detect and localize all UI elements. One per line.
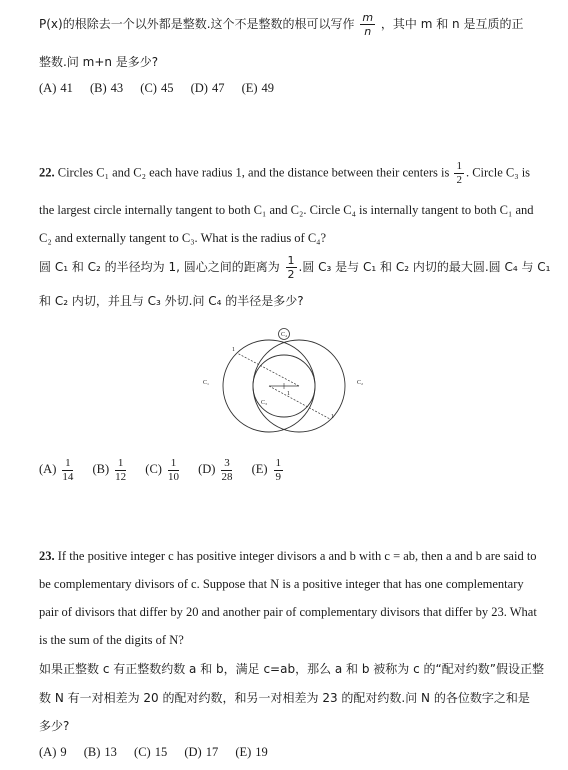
label-one-a: 1 (232, 347, 235, 353)
q22-cn-line1: 圆 C₁ 和 C₂ 的半径均为 1, 圆心之间的距离为 $\frac{1}{2}$ .圆 C₃ 是与 C₁ 和 C₂ 内切的最大圆.圆 C₄ 与 C₁ (39, 254, 551, 281)
q22-choice-a[interactable]: (A) $\frac{1}{14}$ (39, 457, 74, 483)
radius-c2-dashed (237, 353, 299, 386)
q23-number: 23. (39, 549, 55, 563)
q23-choice-c[interactable]: (C) 15 (134, 745, 168, 759)
q23-line3: pair of divisors that differ by 20 and another pair of complementary divisors that differ by 23. What (39, 605, 537, 619)
q21-line2: 整数.问 m+n 是多少? (39, 55, 159, 69)
label-c4: C₄ (281, 332, 288, 338)
q22-line1 (39, 161, 530, 186)
q21-choice-a[interactable]: (A) 41 (39, 81, 73, 95)
q23-cn-line3: 多少? (39, 719, 70, 733)
q21-text-b: ，其中 m 和 n 是互质的正 (380, 17, 524, 31)
q23-choice-b[interactable]: (B) 13 (83, 745, 117, 759)
q22-line2: the largest circle internally tangent to both C₁ and C₂. Circle C₄ is internally tangent to both C₁ and (39, 203, 534, 217)
q23-cn-line2: 数 N 有一对相差为 20 的配对约数，和另一对相差为 23 的配对约数.问 N 的各位数字之和是 (39, 691, 530, 705)
radius-c1-dashed (269, 386, 330, 419)
label-c2: C₂ (357, 380, 364, 386)
q22-line3: C₂ and externally tangent to C₃. What is the radius of C₄? (39, 231, 327, 245)
q22-fraction: $\frac{1}{2}$ (456, 160, 462, 186)
q21-text-a: P(x)的根除去一个以外都是整数.这个不是整数的根可以写作 (39, 17, 355, 31)
q22-choice-e[interactable]: (E) $\frac{1}{9}$ (251, 457, 282, 483)
q23-choice-e[interactable]: (E) 19 (235, 745, 268, 759)
q21-frac-den: n (364, 25, 372, 38)
q21-choice-e[interactable]: (E) 49 (241, 81, 275, 95)
q22-choice-b[interactable]: (B) $\frac{1}{12}$ (92, 457, 127, 483)
q21-choices (39, 81, 288, 96)
q22-choices (39, 458, 299, 483)
q23-choices (39, 745, 282, 760)
q23-choice-d[interactable]: (D) 17 (184, 745, 219, 759)
q22-line1-b: . Circle C₃ is (465, 165, 531, 180)
label-one-c: 1 (331, 414, 334, 420)
label-c1: C₁ (203, 380, 210, 386)
q23-line4: is the sum of the digits of N? (39, 633, 184, 647)
q22-choice-d[interactable]: (D) $\frac{3}{28}$ (198, 457, 233, 483)
q21-line1 (39, 12, 523, 37)
q23-line2: be complementary divisors of c. Suppose that N is a positive integer that has one complementary (39, 577, 524, 591)
label-one-b: 1 (287, 391, 290, 397)
q21-frac-num: m (362, 11, 374, 24)
q23-choice-a[interactable]: (A) 9 (39, 745, 67, 759)
q22-choice-c[interactable]: (C) $\frac{1}{10}$ (145, 457, 179, 483)
q22-cn-fraction: $\frac{1}{2}$ (287, 254, 295, 281)
q23-cn-line1: 如果正整数 c 有正整数约数 a 和 b，满足 c=ab，那么 a 和 b 被称为 c 的“配对约数”假设正整 (39, 662, 544, 676)
circles-diagram (200, 326, 370, 436)
q21-fraction (360, 12, 375, 37)
q22-number: 22. (39, 165, 55, 180)
q22-line1-a: Circles C₁ and C₂ each have radius 1, and the distance between their centers is (57, 165, 450, 180)
q21-choice-c[interactable]: (C) 45 (140, 81, 174, 95)
q22-cn-line2: 和 C₂ 内切，并且与 C₃ 外切.问 C₄ 的半径是多少? (39, 294, 304, 308)
q23-line1: 23. If the positive integer c has positive integer divisors a and b with c = ab, then a and b are said to (39, 549, 537, 563)
q21-choice-b[interactable]: (B) 43 (89, 81, 124, 95)
label-c3: C₃ (261, 400, 268, 406)
q21-choice-d[interactable]: (D) 47 (190, 81, 225, 95)
